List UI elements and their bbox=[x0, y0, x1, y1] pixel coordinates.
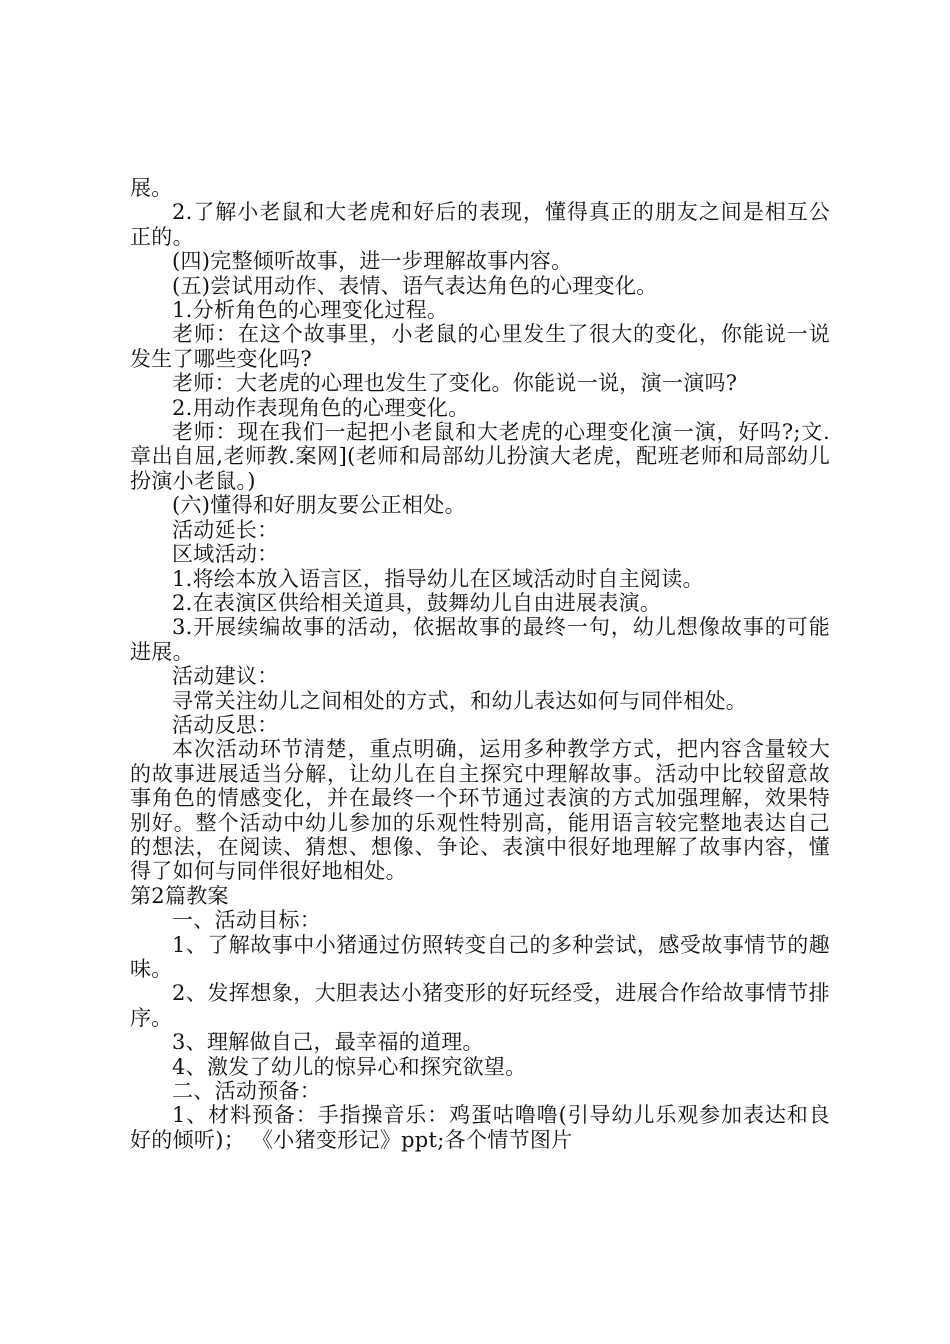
paragraph: 2.在表演区供给相关道具，鼓舞幼儿自由进展表演。 bbox=[172, 590, 662, 615]
paragraph: 2.用动作表现角色的心理变化。 bbox=[172, 395, 470, 420]
paragraph: (六)懂得和好朋友要公正相处。 bbox=[172, 493, 466, 518]
paragraph: 2、发挥想象，大胆表达小猪变形的好玩经受，进展合作给故事情节排序。 bbox=[130, 981, 830, 1030]
paragraph: 2.了解小老鼠和大老虎和好后的表现，懂得真正的朋友之间是相互公正的。 bbox=[130, 200, 830, 249]
paragraph: 3.开展续编故事的活动，依据故事的最终一句，幼儿想像故事的可能进展。 bbox=[130, 615, 830, 664]
paragraph: 展。 bbox=[130, 176, 173, 200]
paragraph: 1、材料预备：手指操音乐：鸡蛋咕噜噜(引导幼儿乐观参加表达和良好的倾听)； 《小猪变形记》ppt;各个情节图片 bbox=[130, 1103, 830, 1152]
section-heading: 活动反思： bbox=[172, 712, 279, 737]
paragraph: 老师：大老虎的心理也发生了变化。你能说一说，演一演吗? bbox=[172, 371, 738, 396]
paragraph: 本次活动环节清楚，重点明确，运用多种教学方式，把内容含量较大的故事进展适当分解，让幼儿在自主探究中理解故事。活动中比较留意故事角色的情感变化，并在最终一个环节通过表演的方式加强理解，效果特别好。整个活动中幼儿参加的乐观性特别高，能用语言较完整地表达自己的想法，在阅读、猜想、想像、争论、表演中很好地理解了故事内容，懂得了如何与同伴很好地相处。 bbox=[130, 737, 830, 884]
document-title: 第2篇教案 bbox=[130, 883, 229, 908]
document-body bbox=[130, 176, 830, 1152]
paragraph: 1.将绘本放入语言区，指导幼儿在区域活动时自主阅读。 bbox=[172, 566, 704, 591]
paragraph: (五)尝试用动作、表情、语气表达角色的心理变化。 bbox=[172, 273, 658, 298]
paragraph: 老师：现在我们一起把小老鼠和大老虎的心理变化演一演，好吗?;文.章出自屈,老师教.案网](老师和局部幼儿扮演大老虎，配班老师和局部幼儿扮演小老鼠。) bbox=[130, 420, 830, 493]
section-heading: 活动延长： bbox=[172, 517, 279, 542]
paragraph: (四)完整倾听故事，进一步理解故事内容。 bbox=[172, 249, 573, 274]
paragraph: 寻常关注幼儿之间相处的方式，和幼儿表达如何与同伴相处。 bbox=[172, 688, 748, 713]
section-heading: 二、活动预备： bbox=[172, 1079, 322, 1104]
paragraph: 3、理解做自己，最幸福的道理。 bbox=[172, 1030, 484, 1055]
section-heading: 活动建议： bbox=[172, 664, 279, 689]
section-heading: 一、活动目标： bbox=[172, 908, 322, 933]
paragraph: 1.分析角色的心理变化过程。 bbox=[172, 298, 449, 323]
paragraph: 老师：在这个故事里，小老鼠的心里发生了很大的变化，你能说一说发生了哪些变化吗? bbox=[130, 322, 830, 371]
paragraph: 4、激发了幼儿的惊异心和探究欲望。 bbox=[172, 1054, 527, 1079]
section-heading: 区域活动： bbox=[172, 542, 279, 567]
paragraph: 1、了解故事中小猪通过仿照转变自己的多种尝试，感受故事情节的趣味。 bbox=[130, 932, 830, 981]
